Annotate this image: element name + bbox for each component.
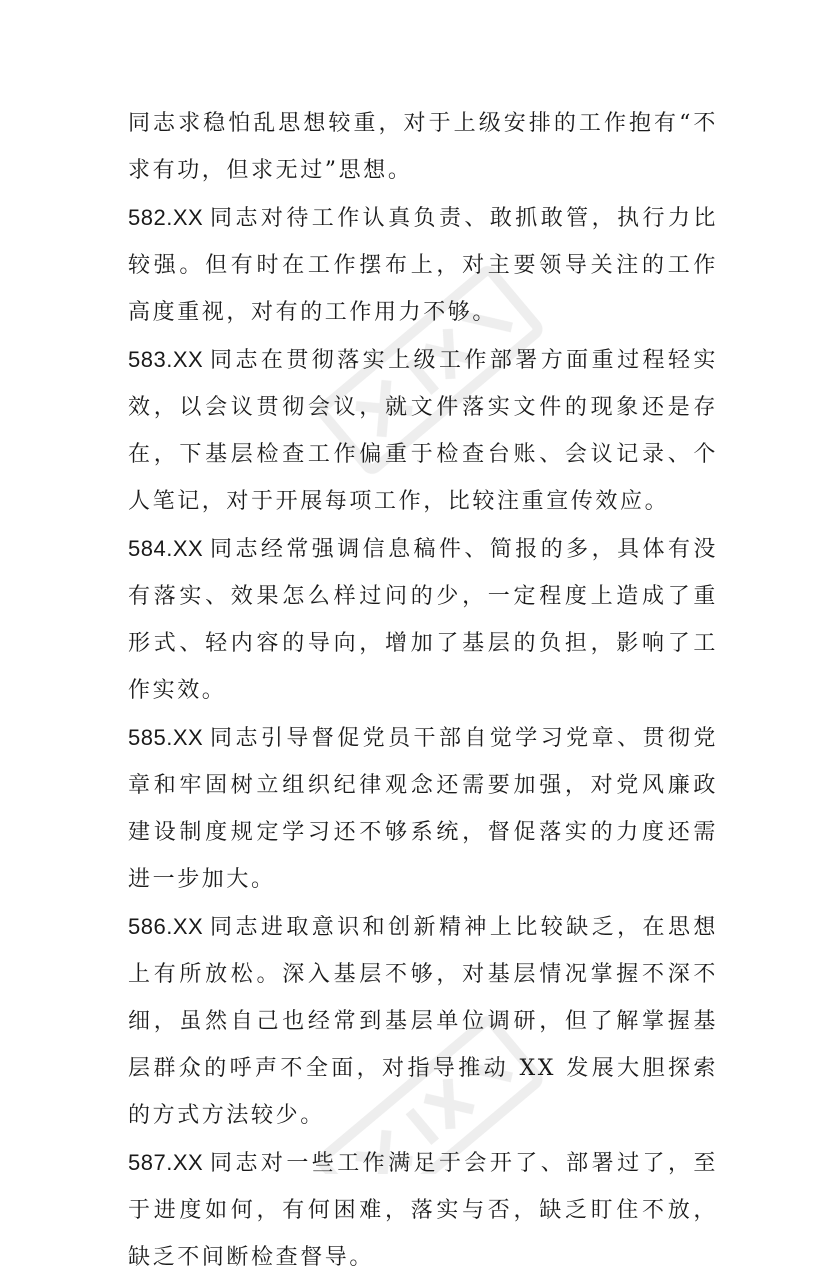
paragraph-582	[128, 194, 718, 336]
paragraph-text: 同志在贯彻落实上级工作部署方面重过程轻实效，以会议贯彻会议，就文件落实文件的现象还是存在，下基层检查工作偏重于检查台账、会议记录、个人笔记，对于开展每项工作，比较注重宣传效应。	[128, 348, 718, 514]
paragraph-number: 586.XX	[128, 914, 204, 939]
paragraph-number: 585.XX	[128, 725, 204, 750]
paragraph-text: 同志对一些工作满足于会开了、部署过了，至于进度如何，有何困难，落实与否，缺乏盯住不放，缺乏不间断检查督导。	[128, 1151, 718, 1270]
paragraph-text: 同志引导督促党员干部自觉学习党章、贯彻党章和牢固树立组织纪律观念还需要加强，对党风廉政建设制度规定学习还不够系统，督促落实的力度还需进一步加大。	[128, 726, 718, 892]
paragraph-text: 同志进取意识和创新精神上比较缺乏，在思想上有所放松。深入基层不够，对基层情况掌握不深不细，虽然自己也经常到基层单位调研，但了解掌握基层群众的呼声不全面，对指导推动 XX 发展大胆探索的方式方法较少。	[128, 915, 718, 1128]
paragraph-584	[128, 525, 718, 714]
paragraph-583	[128, 336, 718, 525]
paragraph-587	[128, 1139, 718, 1281]
paragraph-586	[128, 903, 718, 1139]
paragraph-585	[128, 714, 718, 903]
paragraph-text: 同志经常强调信息稿件、简报的多，具体有没有落实、效果怎么样过问的少，一定程度上造成了重形式、轻内容的导向，增加了基层的负担，影响了工作实效。	[128, 537, 718, 703]
paragraph-text: 同志求稳怕乱思想较重，对于上级安排的工作抱有“不求有功，但求无过”思想。	[128, 111, 718, 183]
document-body	[128, 100, 718, 1281]
paragraph-number: 582.XX	[128, 205, 204, 230]
paragraph-number: 587.XX	[128, 1150, 204, 1175]
paragraph-number: 583.XX	[128, 347, 204, 372]
paragraph-text: 同志对待工作认真负责、敢抓敢管，执行力比较强。但有时在工作摆布上，对主要领导关注的工作高度重视，对有的工作用力不够。	[128, 206, 718, 325]
paragraph-581-continued	[128, 100, 718, 194]
paragraph-number: 584.XX	[128, 536, 204, 561]
